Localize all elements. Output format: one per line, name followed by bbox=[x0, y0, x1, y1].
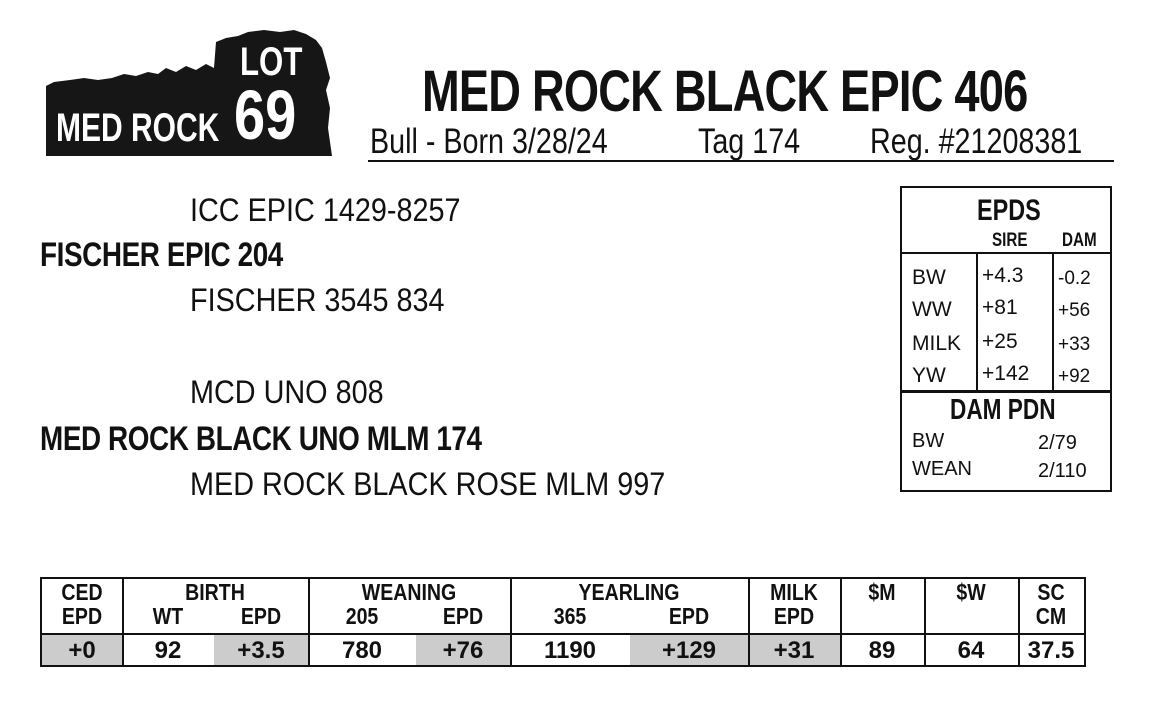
epd-row-label: YW bbox=[912, 364, 946, 387]
sub-birth-epd: EPD bbox=[240, 603, 282, 629]
performance-table bbox=[40, 577, 1086, 667]
value-year-365: 1190 bbox=[543, 637, 597, 664]
value-ced: +0 bbox=[68, 637, 96, 664]
dam-sire: MCD UNO 808 bbox=[190, 374, 384, 410]
epd-sire-value: +142 bbox=[982, 362, 1030, 385]
epd-col-divider-1 bbox=[976, 252, 978, 390]
epd-header-divider bbox=[902, 252, 1110, 254]
sire-dam: FISCHER 3545 834 bbox=[190, 282, 445, 318]
epd-row-label: BW bbox=[912, 266, 946, 289]
epd-row-label: MILK bbox=[912, 332, 962, 355]
epd-dam-value: -0.2 bbox=[1058, 268, 1091, 289]
value-year-epd: +129 bbox=[661, 637, 717, 664]
dam-dam: MED ROCK BLACK ROSE MLM 997 bbox=[190, 466, 666, 502]
header-milk: MILK bbox=[770, 579, 818, 605]
tag-info: Tag 174 bbox=[698, 122, 801, 161]
header-w: $W bbox=[956, 579, 986, 605]
dam-pdn-label: WEAN bbox=[912, 458, 972, 480]
value-m: 89 bbox=[868, 637, 896, 664]
dam-pdn-value: 2/79 bbox=[1038, 432, 1077, 454]
value-wean-205: 780 bbox=[341, 637, 383, 664]
epd-dam-value: +33 bbox=[1058, 334, 1091, 355]
epd-box bbox=[900, 186, 1112, 492]
header-sc: SC bbox=[1037, 579, 1065, 605]
sub-birth-wt: WT bbox=[152, 603, 184, 629]
epd-row-label: WW bbox=[912, 298, 952, 321]
epds-title: EPDS bbox=[977, 194, 1041, 227]
value-milk-epd: +31 bbox=[773, 637, 815, 664]
sub-wean-epd: EPD bbox=[442, 603, 484, 629]
header-m: $M bbox=[868, 579, 896, 605]
animal-name: MED ROCK BLACK EPIC 406 bbox=[422, 59, 1028, 124]
epd-sire-value: +25 bbox=[982, 330, 1018, 353]
header-ced: CED bbox=[61, 579, 103, 605]
epd-sire-value: +4.3 bbox=[982, 264, 1024, 287]
value-birth-wt: 92 bbox=[154, 637, 182, 664]
header-birth: BIRTH bbox=[185, 579, 245, 605]
value-birth-epd: +3.5 bbox=[237, 637, 285, 664]
epd-col-divider-2 bbox=[1052, 252, 1054, 390]
lot-logo bbox=[44, 28, 334, 160]
sire-sire: ICC EPIC 1429-8257 bbox=[190, 192, 461, 228]
sire: FISCHER EPIC 204 bbox=[40, 236, 283, 274]
value-wean-epd: +76 bbox=[442, 637, 484, 664]
dam-pdn-value: 2/110 bbox=[1038, 460, 1087, 482]
dam-column-header: DAM bbox=[1062, 230, 1097, 251]
sub-milk-epd: EPD bbox=[773, 603, 815, 629]
sub-ced-epd: EPD bbox=[61, 603, 103, 629]
animal-info-line bbox=[368, 120, 1114, 162]
value-sc: 37.5 bbox=[1027, 637, 1075, 664]
lot-label: LOT bbox=[240, 40, 303, 84]
epd-dam-value: +92 bbox=[1058, 366, 1091, 387]
dam-pdn-divider bbox=[902, 390, 1110, 393]
sub-sc-cm: CM bbox=[1035, 603, 1067, 629]
sub-year-epd: EPD bbox=[668, 603, 710, 629]
header-weaning: WEANING bbox=[361, 579, 457, 605]
brand-name: MED ROCK bbox=[56, 106, 220, 150]
epd-dam-value: +56 bbox=[1058, 300, 1091, 321]
sire-column-header: SIRE bbox=[992, 230, 1028, 251]
value-w: 64 bbox=[957, 637, 985, 664]
registration-number: Reg. #21208381 bbox=[870, 122, 1083, 161]
header-yearling: YEARLING bbox=[578, 579, 680, 605]
dam-pdn-title: DAM PDN bbox=[950, 394, 1056, 426]
birth-info: Bull - Born 3/28/24 bbox=[370, 122, 608, 161]
dam: MED ROCK BLACK UNO MLM 174 bbox=[40, 420, 482, 458]
epd-sire-value: +81 bbox=[982, 296, 1018, 319]
dam-pdn-label: BW bbox=[912, 430, 945, 452]
lot-number: 69 bbox=[234, 76, 297, 154]
header-divider bbox=[42, 633, 1084, 635]
sub-year-365: 365 bbox=[553, 603, 587, 629]
sub-wean-205: 205 bbox=[345, 603, 379, 629]
